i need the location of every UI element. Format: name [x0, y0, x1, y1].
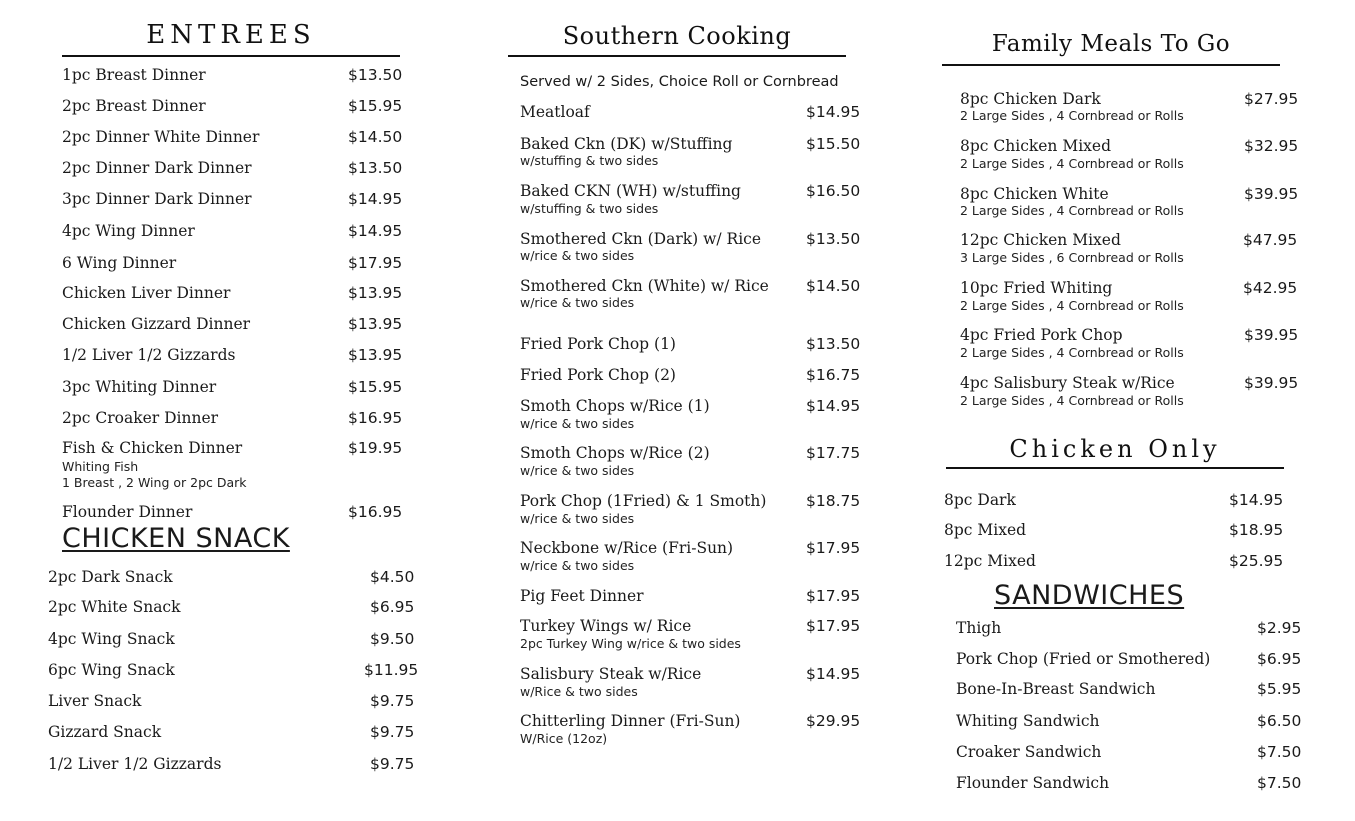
- entree-name: 2pc Croaker Dinner: [62, 409, 219, 427]
- family-sub: 2 Large Sides , 4 Cornbread or Rolls: [960, 298, 1184, 313]
- southern-price: $15.50: [806, 135, 861, 153]
- southern-sub: w/rice & two sides: [520, 463, 635, 478]
- family-sub: 2 Large Sides , 4 Cornbread or Rolls: [960, 393, 1184, 408]
- chicken-only-name: 12pc Mixed: [944, 552, 1036, 570]
- southern-sub: w/Rice & two sides: [520, 684, 638, 699]
- entree-sub: 1 Breast , 2 Wing or 2pc Dark: [62, 475, 247, 490]
- entrees-rule: [62, 55, 400, 57]
- southern-price: $14.95: [806, 397, 861, 415]
- sandwich-name: Croaker Sandwich: [956, 743, 1102, 761]
- entree-price: $14.95: [348, 190, 403, 208]
- snack-price: $9.50: [370, 630, 415, 648]
- southern-sub: W/Rice (12oz): [520, 731, 608, 746]
- entree-price: $13.95: [348, 346, 403, 364]
- entree-name: 4pc Wing Dinner: [62, 222, 195, 240]
- family-price: $39.95: [1244, 326, 1299, 344]
- family-price: $27.95: [1244, 90, 1299, 108]
- southern-price: $29.95: [806, 712, 861, 730]
- southern-price: $14.95: [806, 665, 861, 683]
- southern-name: Baked CKN (WH) w/stuffing: [520, 182, 741, 200]
- entree-name: 2pc Breast Dinner: [62, 97, 206, 115]
- snack-name: 1/2 Liver 1/2 Gizzards: [48, 755, 222, 773]
- chicken-only-price: $25.95: [1229, 552, 1284, 570]
- entree-price: $14.95: [348, 222, 403, 240]
- southern-note: Served w/ 2 Sides, Choice Roll or Cornbread: [520, 74, 839, 90]
- family-sub: 2 Large Sides , 4 Cornbread or Rolls: [960, 345, 1184, 360]
- snack-name: 4pc Wing Snack: [48, 630, 175, 648]
- snack-price: $4.50: [370, 568, 415, 586]
- chicken-snack-title: CHICKEN SNACK: [62, 523, 290, 554]
- entree-name: Flounder Dinner: [62, 503, 193, 521]
- entree-name: Fish & Chicken Dinner: [62, 439, 243, 457]
- southern-name: Smoth Chops w/Rice (1): [520, 397, 710, 415]
- snack-name: 2pc White Snack: [48, 598, 181, 616]
- snack-name: 2pc Dark Snack: [48, 568, 173, 586]
- entrees-title: ENTREES: [146, 20, 316, 50]
- southern-name: Salisbury Steak w/Rice: [520, 665, 702, 683]
- snack-price: $9.75: [370, 723, 415, 741]
- sandwich-name: Bone-In-Breast Sandwich: [956, 680, 1156, 698]
- entree-name: 2pc Dinner White Dinner: [62, 128, 260, 146]
- southern-name: Neckbone w/Rice (Fri-Sun): [520, 539, 734, 557]
- chicken-only-name: 8pc Dark: [944, 491, 1016, 509]
- southern-price: $17.75: [806, 444, 861, 462]
- southern-title: Southern Cooking: [562, 22, 792, 50]
- family-sub: 2 Large Sides , 4 Cornbread or Rolls: [960, 203, 1184, 218]
- entree-price: $16.95: [348, 503, 403, 521]
- family-title: Family Meals To Go: [991, 31, 1231, 57]
- southern-name: Fried Pork Chop (2): [520, 366, 676, 384]
- family-price: $42.95: [1243, 279, 1298, 297]
- sandwich-price: $7.50: [1257, 774, 1302, 792]
- family-name: 4pc Fried Pork Chop: [960, 326, 1123, 344]
- sandwich-price: $5.95: [1257, 680, 1302, 698]
- entree-name: Chicken Liver Dinner: [62, 284, 231, 302]
- sandwich-name: Thigh: [956, 619, 1002, 637]
- sandwich-name: Flounder Sandwich: [956, 774, 1110, 792]
- southern-price: $14.95: [806, 103, 861, 121]
- snack-name: Gizzard Snack: [48, 723, 162, 741]
- family-sub: 2 Large Sides , 4 Cornbread or Rolls: [960, 156, 1184, 171]
- southern-price: $16.75: [806, 366, 861, 384]
- entree-name: Chicken Gizzard Dinner: [62, 315, 251, 333]
- snack-price: $11.95: [364, 661, 419, 679]
- entree-name: 3pc Dinner Dark Dinner: [62, 190, 252, 208]
- southern-sub: w/rice & two sides: [520, 416, 635, 431]
- entree-name: 2pc Dinner Dark Dinner: [62, 159, 252, 177]
- entree-name: 1pc Breast Dinner: [62, 66, 206, 84]
- family-price: $39.95: [1244, 185, 1299, 203]
- entree-price: $17.95: [348, 254, 403, 272]
- entree-price: $13.95: [348, 284, 403, 302]
- entree-price: $15.95: [348, 378, 403, 396]
- family-name: 12pc Chicken Mixed: [960, 231, 1121, 249]
- family-name: 8pc Chicken White: [960, 185, 1109, 203]
- southern-rule: [508, 55, 846, 57]
- family-sub: 2 Large Sides , 4 Cornbread or Rolls: [960, 108, 1184, 123]
- family-rule: [942, 64, 1280, 66]
- southern-sub: w/stuffing & two sides: [520, 201, 659, 216]
- southern-name: Chitterling Dinner (Fri-Sun): [520, 712, 741, 730]
- chicken-only-title: Chicken Only: [1009, 435, 1221, 463]
- snack-price: $6.95: [370, 598, 415, 616]
- southern-price: $16.50: [806, 182, 861, 200]
- southern-price: $18.75: [806, 492, 861, 510]
- family-price: $32.95: [1244, 137, 1299, 155]
- sandwich-price: $6.50: [1257, 712, 1302, 730]
- sandwich-price: $2.95: [1257, 619, 1302, 637]
- southern-sub: 2pc Turkey Wing w/rice & two sides: [520, 636, 741, 651]
- southern-sub: w/rice & two sides: [520, 295, 635, 310]
- entree-price: $19.95: [348, 439, 403, 457]
- southern-price: $17.95: [806, 539, 861, 557]
- entree-name: 3pc Whiting Dinner: [62, 378, 217, 396]
- snack-name: Liver Snack: [48, 692, 142, 710]
- southern-sub: w/rice & two sides: [520, 558, 635, 573]
- entree-name: 1/2 Liver 1/2 Gizzards: [62, 346, 236, 364]
- chicken-only-rule: [946, 467, 1284, 469]
- family-name: 8pc Chicken Mixed: [960, 137, 1112, 155]
- southern-name: Smothered Ckn (Dark) w/ Rice: [520, 230, 762, 248]
- southern-sub: w/stuffing & two sides: [520, 153, 659, 168]
- family-name: 4pc Salisbury Steak w/Rice: [960, 374, 1175, 392]
- southern-name: Fried Pork Chop (1): [520, 335, 676, 353]
- southern-price: $14.50: [806, 277, 861, 295]
- entree-name: 6 Wing Dinner: [62, 254, 177, 272]
- chicken-only-price: $14.95: [1229, 491, 1284, 509]
- entree-price: $13.50: [348, 159, 403, 177]
- southern-price: $13.50: [806, 230, 861, 248]
- entree-sub: Whiting Fish: [62, 459, 139, 474]
- entree-price: $13.50: [348, 66, 403, 84]
- entree-price: $16.95: [348, 409, 403, 427]
- southern-name: Meatloaf: [520, 103, 590, 121]
- southern-name: Pig Feet Dinner: [520, 587, 644, 605]
- entree-price: $13.95: [348, 315, 403, 333]
- sandwiches-title: SANDWICHES: [994, 580, 1185, 611]
- southern-sub: w/rice & two sides: [520, 511, 635, 526]
- family-sub: 3 Large Sides , 6 Cornbread or Rolls: [960, 250, 1184, 265]
- southern-price: $17.95: [806, 617, 861, 635]
- family-name: 10pc Fried Whiting: [960, 279, 1113, 297]
- snack-price: $9.75: [370, 755, 415, 773]
- southern-name: Pork Chop (1Fried) & 1 Smoth): [520, 492, 767, 510]
- sandwich-name: Pork Chop (Fried or Smothered): [956, 650, 1211, 668]
- southern-name: Smoth Chops w/Rice (2): [520, 444, 710, 462]
- snack-name: 6pc Wing Snack: [48, 661, 175, 679]
- family-price: $39.95: [1244, 374, 1299, 392]
- sandwich-price: $6.95: [1257, 650, 1302, 668]
- family-name: 8pc Chicken Dark: [960, 90, 1101, 108]
- southern-name: Baked Ckn (DK) w/Stuffing: [520, 135, 733, 153]
- chicken-only-name: 8pc Mixed: [944, 521, 1027, 539]
- chicken-only-price: $18.95: [1229, 521, 1284, 539]
- family-price: $47.95: [1243, 231, 1298, 249]
- southern-name: Smothered Ckn (White) w/ Rice: [520, 277, 769, 295]
- southern-sub: w/rice & two sides: [520, 248, 635, 263]
- southern-name: Turkey Wings w/ Rice: [520, 617, 692, 635]
- southern-price: $17.95: [806, 587, 861, 605]
- sandwich-name: Whiting Sandwich: [956, 712, 1100, 730]
- southern-price: $13.50: [806, 335, 861, 353]
- sandwich-price: $7.50: [1257, 743, 1302, 761]
- snack-price: $9.75: [370, 692, 415, 710]
- entree-price: $14.50: [348, 128, 403, 146]
- entree-price: $15.95: [348, 97, 403, 115]
